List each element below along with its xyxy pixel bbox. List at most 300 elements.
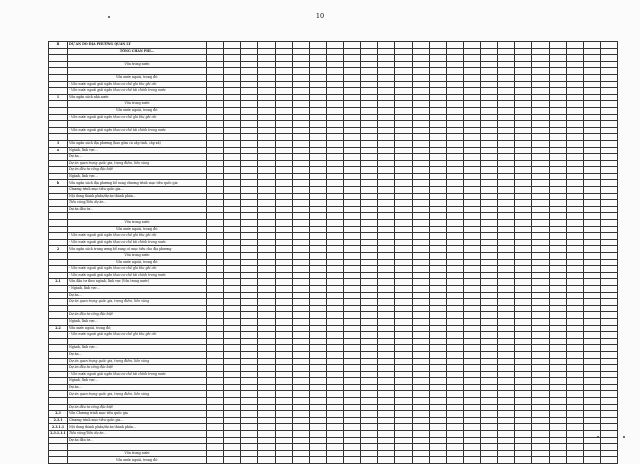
table-row xyxy=(49,160,618,167)
value-cell xyxy=(258,266,275,273)
value-cell xyxy=(515,107,532,114)
value-cell xyxy=(532,140,549,147)
value-cell xyxy=(498,154,515,161)
value-cell xyxy=(583,68,600,75)
value-cell xyxy=(395,193,412,200)
value-cell xyxy=(532,220,549,227)
value-cell xyxy=(378,253,395,260)
value-cell xyxy=(378,160,395,167)
value-cell xyxy=(549,266,566,273)
value-cell xyxy=(292,101,309,108)
value-cell xyxy=(446,351,463,358)
value-cell xyxy=(258,457,275,464)
value-cell xyxy=(275,345,292,352)
value-cell xyxy=(378,206,395,213)
table-row xyxy=(49,134,618,141)
value-cell xyxy=(515,121,532,128)
row-label: Dự án... xyxy=(68,292,207,299)
value-cell xyxy=(498,279,515,286)
value-cell xyxy=(275,378,292,385)
value-cell xyxy=(207,107,224,114)
value-cell xyxy=(446,213,463,220)
value-cell xyxy=(361,233,378,240)
value-cell xyxy=(515,147,532,154)
value-cell xyxy=(515,345,532,352)
value-cell xyxy=(498,200,515,207)
value-cell xyxy=(600,365,617,372)
value-cell xyxy=(292,272,309,279)
value-cell xyxy=(583,312,600,319)
value-cell xyxy=(224,193,241,200)
value-cell xyxy=(344,48,361,55)
value-cell xyxy=(566,200,583,207)
value-cell xyxy=(326,365,343,372)
value-cell xyxy=(326,160,343,167)
value-cell xyxy=(326,114,343,121)
row-label: DỰ ÁN DO ĐỊA PHƯƠNG QUẢN LÝ xyxy=(68,42,207,49)
value-cell xyxy=(446,48,463,55)
table-row xyxy=(49,378,618,385)
value-cell xyxy=(532,180,549,187)
value-cell xyxy=(309,266,326,273)
value-cell xyxy=(241,266,258,273)
value-cell xyxy=(566,140,583,147)
value-cell xyxy=(429,253,446,260)
value-cell xyxy=(378,444,395,451)
row-label: Vốn ngân sách nhà nước xyxy=(68,94,207,101)
row-label: Dự án quan trọng quốc gia, trọng điểm, liên vùng xyxy=(68,358,207,365)
value-cell xyxy=(224,279,241,286)
value-cell xyxy=(241,101,258,108)
value-cell xyxy=(463,384,480,391)
value-cell xyxy=(583,338,600,345)
value-cell xyxy=(258,55,275,62)
value-cell xyxy=(429,325,446,332)
value-cell xyxy=(395,160,412,167)
value-cell xyxy=(481,48,498,55)
value-cell xyxy=(378,404,395,411)
value-cell xyxy=(309,220,326,227)
value-cell xyxy=(258,259,275,266)
row-number: 2.3.1.1 xyxy=(49,424,68,431)
value-cell xyxy=(583,358,600,365)
value-cell xyxy=(532,325,549,332)
value-cell xyxy=(309,200,326,207)
value-cell xyxy=(395,101,412,108)
value-cell xyxy=(241,253,258,260)
row-label: Dự án đầu tư công đặc biệt xyxy=(68,312,207,319)
value-cell xyxy=(566,206,583,213)
value-cell xyxy=(566,411,583,418)
value-cell xyxy=(361,114,378,121)
value-cell xyxy=(498,134,515,141)
value-cell xyxy=(583,127,600,134)
value-cell xyxy=(395,187,412,194)
value-cell xyxy=(549,345,566,352)
value-cell xyxy=(378,384,395,391)
value-cell xyxy=(309,55,326,62)
value-cell xyxy=(600,411,617,418)
value-cell xyxy=(395,365,412,372)
value-cell xyxy=(309,384,326,391)
value-cell xyxy=(515,259,532,266)
value-cell xyxy=(463,365,480,372)
value-cell xyxy=(258,417,275,424)
value-cell xyxy=(515,226,532,233)
value-cell xyxy=(600,193,617,200)
value-cell xyxy=(224,285,241,292)
value-cell xyxy=(378,266,395,273)
value-cell xyxy=(583,332,600,339)
value-cell xyxy=(309,233,326,240)
value-cell xyxy=(549,187,566,194)
value-cell xyxy=(361,312,378,319)
value-cell xyxy=(481,417,498,424)
value-cell xyxy=(498,272,515,279)
value-cell xyxy=(583,213,600,220)
value-cell xyxy=(292,351,309,358)
value-cell xyxy=(583,351,600,358)
value-cell xyxy=(378,187,395,194)
row-label: Dự án quan trọng quốc gia, trọng điểm, liên vùng xyxy=(68,391,207,398)
table-row xyxy=(49,180,618,187)
value-cell xyxy=(326,187,343,194)
value-cell xyxy=(361,424,378,431)
value-cell xyxy=(207,411,224,418)
value-cell xyxy=(481,312,498,319)
value-cell xyxy=(583,239,600,246)
value-cell xyxy=(344,417,361,424)
value-cell xyxy=(532,384,549,391)
table-row xyxy=(49,68,618,75)
value-cell xyxy=(309,437,326,444)
table-row xyxy=(49,233,618,240)
value-cell xyxy=(258,94,275,101)
row-number xyxy=(49,318,68,325)
value-cell xyxy=(566,134,583,141)
value-cell xyxy=(481,121,498,128)
value-cell xyxy=(446,154,463,161)
value-cell xyxy=(378,371,395,378)
value-cell xyxy=(600,391,617,398)
value-cell xyxy=(446,167,463,174)
table-row xyxy=(49,259,618,266)
value-cell xyxy=(481,220,498,227)
value-cell xyxy=(309,358,326,365)
value-cell xyxy=(549,213,566,220)
value-cell xyxy=(309,411,326,418)
value-cell xyxy=(258,371,275,378)
table-row xyxy=(49,391,618,398)
value-cell xyxy=(207,68,224,75)
value-cell xyxy=(326,332,343,339)
value-cell xyxy=(481,61,498,68)
row-number: 2.3.1 xyxy=(49,417,68,424)
value-cell xyxy=(566,213,583,220)
value-cell xyxy=(258,391,275,398)
value-cell xyxy=(498,417,515,424)
value-cell xyxy=(207,345,224,352)
value-cell xyxy=(549,88,566,95)
value-cell xyxy=(583,384,600,391)
value-cell xyxy=(498,345,515,352)
row-number xyxy=(49,371,68,378)
value-cell xyxy=(549,318,566,325)
value-cell xyxy=(498,61,515,68)
row-label: Vốn nước ngoài, trong đó: xyxy=(68,107,207,114)
value-cell xyxy=(361,61,378,68)
value-cell xyxy=(463,338,480,345)
value-cell xyxy=(600,134,617,141)
value-cell xyxy=(566,318,583,325)
row-label xyxy=(68,398,207,405)
value-cell xyxy=(326,312,343,319)
value-cell xyxy=(361,338,378,345)
value-cell xyxy=(292,365,309,372)
value-cell xyxy=(429,160,446,167)
value-cell xyxy=(258,107,275,114)
value-cell xyxy=(481,154,498,161)
value-cell xyxy=(207,266,224,273)
value-cell xyxy=(258,239,275,246)
value-cell xyxy=(583,114,600,121)
value-cell xyxy=(429,94,446,101)
value-cell xyxy=(463,411,480,418)
value-cell xyxy=(481,437,498,444)
value-cell xyxy=(275,358,292,365)
value-cell xyxy=(378,121,395,128)
value-cell xyxy=(429,121,446,128)
value-cell xyxy=(600,107,617,114)
value-cell xyxy=(429,107,446,114)
row-label: Dự án đầu tư công đặc biệt xyxy=(68,365,207,372)
table-row xyxy=(49,417,618,424)
value-cell xyxy=(532,68,549,75)
value-cell xyxy=(224,213,241,220)
value-cell xyxy=(429,444,446,451)
value-cell xyxy=(549,338,566,345)
value-cell xyxy=(378,88,395,95)
value-cell xyxy=(207,48,224,55)
value-cell xyxy=(498,378,515,385)
value-cell xyxy=(481,74,498,81)
value-cell xyxy=(344,332,361,339)
value-cell xyxy=(429,42,446,49)
row-label: Vốn ngân sách địa phương (bao gồm cả cấp tỉnh, cấp xã) xyxy=(68,140,207,147)
value-cell xyxy=(463,160,480,167)
value-cell xyxy=(566,292,583,299)
value-cell xyxy=(463,351,480,358)
value-cell xyxy=(309,68,326,75)
value-cell xyxy=(241,180,258,187)
value-cell xyxy=(463,81,480,88)
value-cell xyxy=(207,444,224,451)
value-cell xyxy=(292,61,309,68)
value-cell xyxy=(361,180,378,187)
value-cell xyxy=(583,272,600,279)
value-cell xyxy=(326,206,343,213)
value-cell xyxy=(258,206,275,213)
value-cell xyxy=(361,332,378,339)
value-cell xyxy=(326,140,343,147)
value-cell xyxy=(292,259,309,266)
value-cell xyxy=(309,134,326,141)
value-cell xyxy=(463,345,480,352)
value-cell xyxy=(463,61,480,68)
value-cell xyxy=(207,74,224,81)
value-cell xyxy=(429,154,446,161)
value-cell xyxy=(395,127,412,134)
row-label: Dự án đầu tư công đặc biệt xyxy=(68,404,207,411)
value-cell xyxy=(292,94,309,101)
value-cell xyxy=(463,417,480,424)
value-cell xyxy=(378,147,395,154)
value-cell xyxy=(361,253,378,260)
value-cell xyxy=(481,101,498,108)
value-cell xyxy=(361,378,378,385)
value-cell xyxy=(395,233,412,240)
table-row xyxy=(49,325,618,332)
value-cell xyxy=(207,292,224,299)
value-cell xyxy=(309,259,326,266)
value-cell xyxy=(532,253,549,260)
value-cell xyxy=(463,266,480,273)
value-cell xyxy=(600,431,617,438)
value-cell xyxy=(566,398,583,405)
value-cell xyxy=(446,101,463,108)
value-cell xyxy=(463,444,480,451)
value-cell xyxy=(326,101,343,108)
value-cell xyxy=(326,173,343,180)
value-cell xyxy=(532,358,549,365)
value-cell xyxy=(344,200,361,207)
value-cell xyxy=(344,134,361,141)
page-number: 10 xyxy=(315,12,325,20)
value-cell xyxy=(498,431,515,438)
value-cell xyxy=(292,417,309,424)
value-cell xyxy=(378,107,395,114)
value-cell xyxy=(481,167,498,174)
value-cell xyxy=(395,325,412,332)
value-cell xyxy=(275,48,292,55)
value-cell xyxy=(378,220,395,227)
value-cell xyxy=(378,94,395,101)
value-cell xyxy=(241,233,258,240)
table-row xyxy=(49,200,618,207)
value-cell xyxy=(309,121,326,128)
value-cell xyxy=(241,160,258,167)
value-cell xyxy=(241,384,258,391)
value-cell xyxy=(600,233,617,240)
value-cell xyxy=(326,305,343,312)
value-cell xyxy=(292,358,309,365)
value-cell xyxy=(275,246,292,253)
value-cell xyxy=(309,332,326,339)
value-cell xyxy=(361,398,378,405)
value-cell xyxy=(344,345,361,352)
row-number xyxy=(49,226,68,233)
value-cell xyxy=(207,318,224,325)
value-cell xyxy=(361,259,378,266)
value-cell xyxy=(481,411,498,418)
table-row xyxy=(49,384,618,391)
value-cell xyxy=(309,180,326,187)
value-cell xyxy=(361,246,378,253)
value-cell xyxy=(549,444,566,451)
value-cell xyxy=(258,81,275,88)
value-cell xyxy=(207,365,224,372)
value-cell xyxy=(412,437,429,444)
value-cell xyxy=(446,305,463,312)
value-cell xyxy=(378,272,395,279)
value-cell xyxy=(532,55,549,62)
value-cell xyxy=(258,444,275,451)
value-cell xyxy=(395,74,412,81)
value-cell xyxy=(463,213,480,220)
value-cell xyxy=(481,226,498,233)
value-cell xyxy=(344,107,361,114)
value-cell xyxy=(224,384,241,391)
value-cell xyxy=(275,55,292,62)
value-cell xyxy=(498,384,515,391)
row-label: Vốn nước ngoài, trong đó: xyxy=(68,457,207,464)
value-cell xyxy=(515,457,532,464)
value-cell xyxy=(463,147,480,154)
scan-speck xyxy=(623,436,625,438)
value-cell xyxy=(207,121,224,128)
value-cell xyxy=(532,239,549,246)
value-cell xyxy=(412,140,429,147)
table-row xyxy=(49,312,618,319)
value-cell xyxy=(378,398,395,405)
value-cell xyxy=(583,285,600,292)
value-cell xyxy=(481,305,498,312)
value-cell xyxy=(532,292,549,299)
value-cell xyxy=(566,358,583,365)
row-number xyxy=(49,457,68,464)
value-cell xyxy=(600,305,617,312)
value-cell xyxy=(258,411,275,418)
row-label: Vốn trong nước xyxy=(68,61,207,68)
value-cell xyxy=(532,417,549,424)
value-cell xyxy=(241,358,258,365)
row-number: B xyxy=(49,42,68,49)
value-cell xyxy=(326,437,343,444)
row-number xyxy=(49,332,68,339)
value-cell xyxy=(481,371,498,378)
value-cell xyxy=(600,384,617,391)
value-cell xyxy=(498,398,515,405)
value-cell xyxy=(429,450,446,457)
value-cell xyxy=(412,266,429,273)
value-cell xyxy=(532,332,549,339)
value-cell xyxy=(446,299,463,306)
value-cell xyxy=(583,173,600,180)
value-cell xyxy=(583,61,600,68)
value-cell xyxy=(583,200,600,207)
value-cell xyxy=(326,272,343,279)
row-number xyxy=(49,351,68,358)
value-cell xyxy=(224,378,241,385)
value-cell xyxy=(207,332,224,339)
value-cell xyxy=(241,48,258,55)
value-cell xyxy=(566,81,583,88)
row-label: - Vốn nước ngoài giải ngân theo cơ chế ghi thu ghi chi xyxy=(68,266,207,273)
value-cell xyxy=(566,259,583,266)
value-cell xyxy=(481,272,498,279)
value-cell xyxy=(412,206,429,213)
value-cell xyxy=(207,88,224,95)
